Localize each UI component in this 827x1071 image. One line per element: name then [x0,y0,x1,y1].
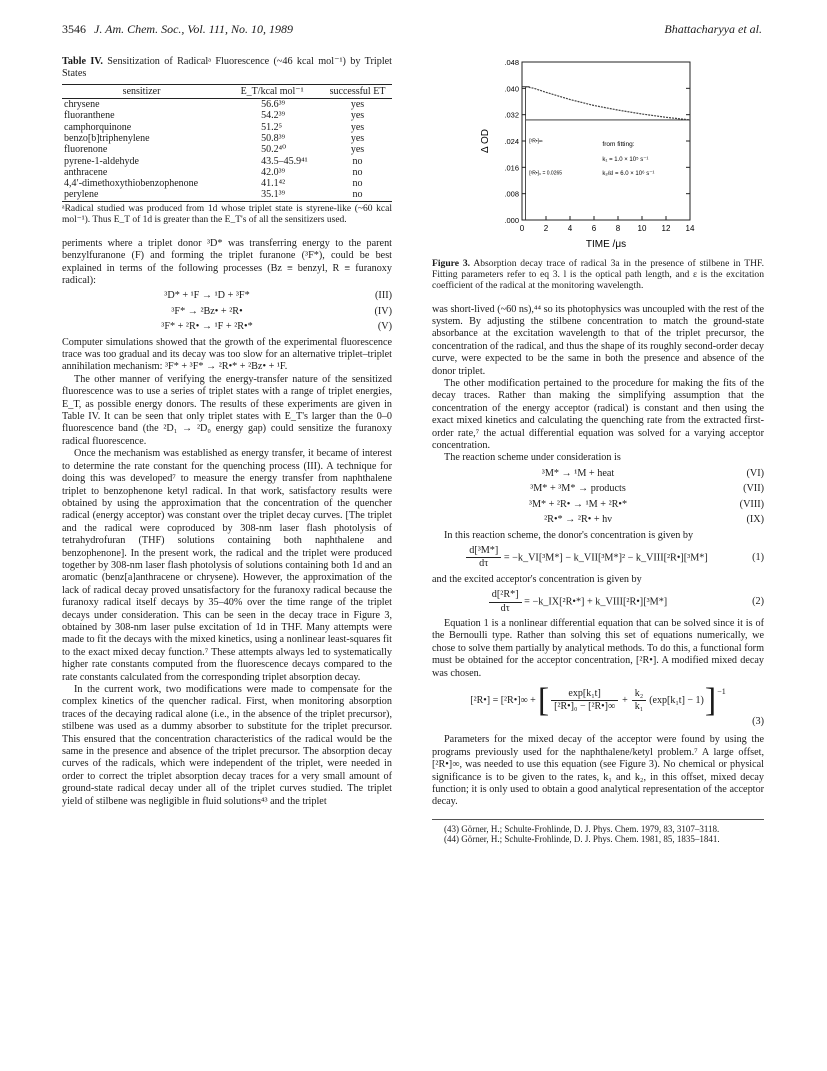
left-column [62,56,392,808]
figure-label: Figure 3. [432,258,471,269]
paragraph: In this reaction scheme, the donor's concentration is given by [444,529,694,541]
equation-expr: ³D* + ¹F → ¹D + ³F* [164,290,250,302]
col-header-et: E_T/kcal mol⁻¹ [221,84,323,98]
annotation-k1: k₁ = 1.0 × 10⁵ s⁻¹ [602,156,649,163]
equation-expr: ³F* + ²R• → ¹F + ²R•* [161,321,253,333]
annotation-fitting: from fitting: [602,140,635,148]
equation-number: (IX) [746,514,764,526]
y-tick-label: .040 [504,84,519,94]
equation-lhs: [²R•] = [²R•]∞ + [470,694,536,706]
cell-sensitizer: perylene [62,189,221,201]
equation-number: (3) [752,715,764,727]
equation-number: (2) [752,595,764,607]
cell-et: 41.1⁴² [261,178,286,190]
running-authors: Bhattacharyya et al. [664,22,762,36]
table-caption [62,56,392,81]
cell-success: no [352,155,363,167]
equation-iv [62,306,392,318]
x-tick-label: 10 [637,224,647,233]
fraction [551,688,618,714]
equation-number: (V) [377,321,392,333]
paragraph: Computer simulations showed that the growth of the experimental fluorescence trace was too gradual and its decay was too slow for an alternative triplet–triplet annihilation mechanism: ³F* + ³F* → ²R•* + ²Bz• + ¹F. [62,336,392,373]
equation-tail: (exp[k₁t] − 1) [649,694,704,706]
annotation-k2: k₂/εl = 6.0 × 10⁶ s⁻¹ [602,171,655,178]
journal-citation: J. Am. Chem. Soc., Vol. 111, No. 10, 1989 [94,22,293,36]
equation-expr: ³M* + ³M* → products [530,483,626,495]
cell-et: 42.0³⁹ [261,166,286,178]
equation-number: (III) [375,290,392,302]
equation-1 [432,545,764,571]
annotation-r-initial: [²R•]₀ = 0.0265 [529,170,563,177]
table-row [62,133,392,144]
cell-et: 50.2⁴⁰ [261,144,287,156]
equation-number: (VII) [743,483,764,495]
numerator: d[³M*] [466,545,501,558]
cell-et: 54.2³⁹ [261,110,286,122]
equation-expr [432,589,724,615]
decay-trace-chart [432,56,764,256]
references [432,819,764,845]
table-title: Sensitization of Radicalᵃ Fluorescence (~46 kcal mol⁻¹) by Triplet States [62,56,393,80]
x-tick-label: 8 [615,224,621,233]
cell-sensitizer: pyrene-1-aldehyde [64,155,139,167]
table-row [62,144,392,155]
table-row [62,156,392,167]
cell-et: 43.5–45.9⁴¹ [261,155,308,167]
fraction [632,688,647,714]
cell-success: yes [350,121,365,133]
equation-expr: ³F* → ²Bz• + ²R• [171,305,243,317]
cell-sensitizer: chrysene [64,99,100,111]
table-row [62,122,392,133]
exponent: −1 [717,686,726,696]
table-row [62,110,392,121]
x-tick-label: 2 [543,224,549,233]
reference-43: (43) Görner, H.; Schulte-Frohlinde, D. J. Phys. Chem. 1979, 83, 3107–3118. [444,823,720,834]
equation-iii [62,290,392,302]
numerator: exp[k₁t] [551,688,618,701]
equation-vi [432,468,764,480]
equation-3 [432,681,764,719]
table-row [62,178,392,189]
cell-success: yes [350,99,365,111]
y-tick-label: .016 [504,163,519,173]
table-iv [62,84,392,202]
table-row [62,167,392,178]
y-tick-label: .000 [504,216,519,225]
paragraph: Parameters for the mixed decay of the acceptor were found by using the programs previously used for the naphthalene/ketyl problem.⁷ A large offset, [²R•]∞, was needed to use this equation (see Figure 3). No chemical or physical significance is to be given to the rates, k₁ and k₂, in this offset, mixed decay function; it is only used to obtain a good analytical representation of the acceptor decay. [432,734,764,808]
x-tick-label: 12 [661,224,671,233]
paragraph: The other modification pertained to the procedure for making the fits of the decay traces. Rather than making the simplifying assumption that the concentration of the energy acceptor (radical) is constant and then using the exact mixed kinetics and calculating the quenching rate from the extracted first-order rate,⁷ the actual differential equation was solved for a varying acceptor concentration. [432,378,764,452]
fraction [466,545,501,571]
fraction [489,589,522,615]
cell-success: no [352,166,363,178]
paragraph: The other manner of verifying the energy-transfer nature of the sensitized fluorescence was to use a series of triplet states with a range of triplet energies, E_T, as possible energy donors. The results of these experiments are given in Table IV. It can be seen that only triplet states with E_T's larger than the 0–0 fluorescence band (the ²D₁ → ²D₀ energy gap) could sensitize the furanoxy radical fluorescence. [62,373,392,447]
plus-sign: + [622,694,628,706]
y-tick-label: .032 [504,110,519,120]
cell-success: yes [350,110,365,122]
cell-success: yes [350,133,365,144]
equation-number: (IV) [374,305,392,317]
bracket-left: [ [537,681,550,719]
cell-sensitizer: fluorenone [64,144,108,156]
denominator: dτ [500,602,510,614]
cell-success: no [352,178,363,190]
equation-v [62,321,392,333]
y-axis-label: Δ OD [480,129,491,153]
equation-expr: ²R•* → ²R• + hν [544,514,612,526]
x-axis-label: TIME /μs [585,239,627,250]
table-row [62,189,392,201]
cell-success: no [323,189,392,201]
annotation-r-infinity: [²R•]∞ [529,138,543,145]
bracket-right: ] [704,681,717,719]
figure-caption [432,258,764,292]
y-tick-label: .048 [504,58,519,67]
equation-number: (1) [752,551,764,563]
equation-2 [432,589,764,615]
cell-et: 51.2⁵ [261,121,283,133]
page-number: 3546 [62,22,86,36]
equation-rhs: = −k_IX[²R•*] + k_VIII[²R•][³M*] [524,596,668,608]
denominator: [²R•]₀ − [²R•]∞ [554,701,616,713]
cell-et: 35.1³⁹ [221,189,323,201]
cell-sensitizer: 4,4′-dimethoxythiobenzophenone [64,178,199,190]
cell-sensitizer: benzo[b]triphenylene [64,133,150,144]
right-column [432,56,764,845]
figure-caption-text: Absorption decay trace of radical 3a in the presence of stilbene in THF. Fitting parameters refer to eq 3. l is the optical path length, and ε is the excitation coefficient of the radical at the monitoring wavelength. [432,258,764,292]
numerator: k₂ [632,688,647,701]
paragraph: was short-lived (~60 ns),⁴⁴ so its photophysics was uncoupled with the rest of the system. By adjusting the stilbene concentration to match the ground-state absorbance at the excitation wavelength to that of the triplet precursor, the concentration of the radical, and thus the shape of its roughly second-order decay curve, were expected to be the same in both the presence and absence of the donor triplet. [432,303,764,377]
paragraph: and the excited acceptor's concentration is given by [432,573,642,585]
equation-expr: ³M* → ¹M + heat [541,467,615,479]
cell-sensitizer: fluoranthene [64,110,115,122]
decay-trace [526,87,690,120]
equation-viii [432,499,764,511]
equation-vii [432,483,764,495]
cell-et: 50.8³⁹ [261,133,286,144]
equation-expr: ³M* + ²R• → ¹M + ²R•* [528,498,628,510]
numerator: d[²R*] [489,589,522,602]
equation-expr [432,545,742,571]
cell-et: 56.6³⁹ [261,99,286,111]
equation-ix [432,514,764,526]
equation-rhs: = −k_VI[³M*] − k_VII[³M*]² − k_VIII[²R•][³M*] [503,552,708,564]
equation-number: (VI) [746,467,764,479]
table-row [62,99,392,111]
paragraph: Equation 1 is a nonlinear differential equation that can be solved since it is of the Bernoulli type. Rather than solving this set of equations numerically, we chose to solve them partially by analytical methods. To do this, a functional form must be obtained for the acceptor concentration, [²R•]. A modified mixed decay was chosen. [432,617,764,679]
x-tick-label: 4 [567,224,573,233]
denominator: k₁ [634,701,644,713]
paragraph: The reaction scheme under consideration is [444,452,621,464]
table-label: Table IV. [62,56,103,67]
table-footnote: ᵃRadical studied was produced from 1d whose triplet state is styrene-like (~60 kcal mol⁻¹). Thus E_T of 1d is greater than the E_T's of all the sensitizers used. [62,203,392,225]
denominator: dτ [479,558,489,570]
paragraph: Once the mechanism was established as energy transfer, it became of interest to determine the rate constant for the quenching process (III). A technique for doing this was developed⁷ to measure the energy transfer from naphthalene triplet to benzophenone ketyl radical. In that work, satisfactory results were obtained by using the approximation that the concentration of the quencher radical (energy acceptor) was constant over the triplet decay curves. [The triplet and the radical were coproduced by 308-nm laser flash photolysis of tetrahydrofuran (THF) solutions containing both naphthalene and benzophenone]. In the present work, the radical and the triplet were produced together by 308-nm laser flash photolysis of solutions containing both 1d and an aromatic (benz[a]anthracene or chrysene). However, the approximation of the lack of radical decay proved unsatisfactory for the furanoxy radical because the furanoxy radical itself decays by 35–40% over the time range of the triplet decays under consideration. This can be seen in the decay trace in Figure 3, obtained by 308-nm laser pulse excitation of 1d in THF. Many attempts were made to fit the decays with the mixed kinetics, using a nonlinear least-squares fit to the exact mixed decay function.⁷ These attempts always led to systematically higher rate constants computed from the fluorescence decays compared to the rate constants calculated from the corresponding triplet absorption decay. [62,448,392,683]
x-tick-label: 14 [685,224,695,233]
reference-44: (44) Görner, H.; Schulte-Frohlinde, D. J. Phys. Chem. 1981, 85, 1835–1841. [444,834,720,845]
paragraph: periments where a triplet donor ³D* was transferring energy to the parent benzylfuranone (F) and forming the triplet furanone (³F*), could be best explained in terms of the following processes (Bz ≡ benzyl, R ≡ furanoxy radical): [62,237,392,286]
equation-number: (VIII) [739,498,764,510]
cell-sensitizer: camphorquinone [64,121,132,133]
cell-success: yes [350,144,365,156]
cell-sensitizer: anthracene [64,166,108,178]
x-tick-label: 0 [519,224,525,233]
x-tick-label: 6 [591,224,597,233]
paragraph: In the current work, two modifications were made to compensate for the complex kinetics of the quencher radical. First, when monitoring absorption traces of the decaying radical alone (i.e., in the absence of the triplet precursor), stilbene was used as a dummy absorber to substitute for the triplet precursor. This ensured that the concentration characteristics of the radical would be the same in the presence and absence of the triplet precursor. The absorption decay curves of the radicals, which were independent of the triplet, were needed in order to correct the triplet absorption decay traces for a very small amount of ground-state radical decay under all of the triplet curves studied. The triplet yield of stilbene was negligible in fluid solutions⁴³ and the triplet [62,684,392,807]
col-header-success: successful ET [323,84,392,98]
col-header-sensitizer: sensitizer [62,84,221,98]
y-tick-label: .008 [504,189,519,199]
figure-3 [432,56,764,256]
y-tick-label: .024 [504,137,519,146]
